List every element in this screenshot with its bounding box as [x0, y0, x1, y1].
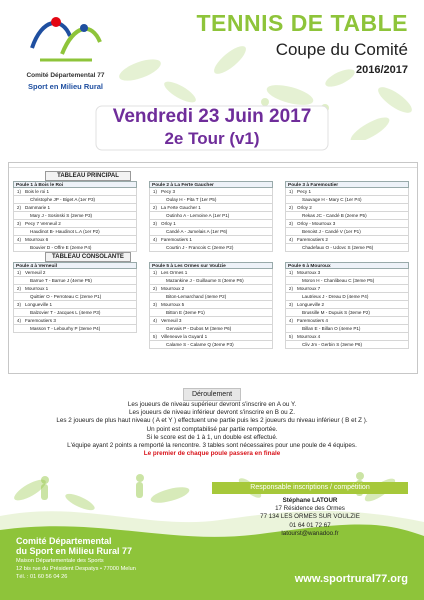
player-pair-row: [285, 228, 409, 236]
footer-org-line1: Comité Départemental: [16, 536, 112, 546]
row-text: Dammarie 1: [25, 205, 51, 210]
team-row: [285, 285, 409, 293]
row-text: Cliv Jm - Gerbin S (3eme P6): [302, 342, 362, 347]
team-row: [149, 333, 273, 341]
rule-line: Un point est comptabilisé par partie remportée.: [146, 425, 278, 433]
row-text: Les Ormes 1: [161, 270, 188, 275]
row-number: 5): [288, 334, 293, 339]
team-row: [149, 269, 273, 277]
row-text: Mazankine J - Guillaume S (3eme P6): [166, 278, 244, 283]
row-number: 4): [16, 237, 21, 242]
row-number: 2): [152, 286, 157, 291]
row-text: Pecy 1: [297, 189, 312, 194]
pool-column: [13, 181, 137, 252]
player-pair-row: [13, 212, 137, 220]
event-round: 2e Tour (v1): [164, 129, 260, 148]
row-number: 1): [16, 270, 21, 275]
row-text: Mourroux 2: [161, 286, 185, 291]
team-row: [13, 220, 137, 228]
tableau-principal-label: TABLEAU PRINCIPAL: [45, 171, 131, 181]
row-text: Benoist J - Candé V (1er P1): [302, 229, 361, 234]
rule-line: L'équipe ayant 2 points a remporté la rencontre. 3 tables sont nécessaires pour une poule de 4 équipes.: [67, 442, 357, 450]
player-pair-row: [149, 244, 273, 252]
pool-title: Poule 1 à Bois le Roi: [13, 181, 137, 188]
player-pair-row: [285, 341, 409, 349]
row-text: Barrue T - Barrue J (4eme P5): [30, 278, 92, 283]
row-text: Faremoutiers 2: [297, 237, 328, 242]
row-text: Pecy 7 Verneuil 2: [25, 221, 61, 226]
rule-line: Les joueurs de niveau supérieur devront s'inscrire en A ou Y.: [127, 401, 297, 408]
row-text: Balzovier T - Jacques L (4eme P3): [30, 310, 101, 315]
row-number: 3): [288, 221, 293, 226]
row-text: Chadefaux O - Udovc S (2eme P6): [302, 245, 374, 250]
footer-tel: Tél. : 01 60 56 04 26: [16, 574, 68, 580]
footer-website-link[interactable]: www.sportrural77.org: [294, 573, 408, 585]
player-pair-row: [149, 309, 273, 317]
pool-title: Poule 6 à Mouroux: [285, 262, 409, 269]
contact-email[interactable]: latourst@wanadoo.fr: [281, 529, 339, 537]
player-pair-row: [149, 325, 273, 333]
row-text: Faremoutiers 3: [25, 318, 56, 323]
page-subtitle: Coupe du Comité: [275, 40, 408, 59]
row-text: Verneuil 3: [161, 318, 182, 323]
pool-column: [285, 181, 409, 252]
player-pair-row: [149, 293, 273, 301]
team-row: [149, 317, 273, 325]
player-pair-row: [149, 228, 273, 236]
row-text: Bouvier D - Offre E (2eme P4): [30, 245, 92, 250]
row-number: 4): [152, 237, 157, 242]
row-number: 3): [152, 221, 157, 226]
season-label: 2016/2017: [356, 64, 408, 76]
pool-title: Poule 2 à La Ferte Gaucher: [149, 181, 273, 188]
row-text: Mary J - Sosinski S (2eme P3): [30, 213, 93, 218]
row-number: 2): [288, 286, 293, 291]
row-text: Sauvage H - Mary C (1er P4): [302, 197, 362, 202]
row-number: 2): [152, 205, 157, 210]
event-date: Vendredi 23 Juin 2017: [112, 106, 312, 127]
footer-house: Maison Départementale des Sports: [16, 558, 104, 564]
team-row: [285, 317, 409, 325]
page-title: TENNIS DE TABLE: [196, 10, 408, 36]
player-pair-row: [13, 325, 137, 333]
player-pair-row: [285, 309, 409, 317]
row-number: 1): [288, 189, 293, 194]
sheet-grid-header: [9, 164, 417, 168]
contact-address1: 17 Résidence des Ormes: [275, 505, 345, 513]
row-text: Oulay H - Pita T (1er P5): [166, 197, 217, 202]
row-text: Gervais P - Dubos M (3eme P6): [166, 326, 232, 331]
row-text: Mourroux 7: [297, 286, 321, 291]
rule-line: Si le score est de 1 à 1, un double est effectué.: [146, 433, 278, 441]
team-row: [149, 285, 273, 293]
logo-text-line2: Sport en Milieu Rural: [27, 82, 103, 91]
team-row: [149, 220, 273, 228]
team-row: [13, 285, 137, 293]
team-row: [13, 269, 137, 277]
pool-column: [149, 181, 273, 252]
row-number: 3): [152, 302, 157, 307]
finale-note: Le premier de chaque poule passera en finale: [143, 450, 281, 458]
row-number: 4): [152, 318, 157, 323]
row-text: Mourroux 4: [297, 334, 321, 339]
rule-line: Les 2 joueurs de plus haut niveau ( A et Y ) effectuent une partie puis les 2 joueurs du niveau inférieur ( B et Z ).: [56, 417, 368, 425]
contact-address2: 77 134 LES ORMES SUR VOULZIE: [260, 513, 360, 521]
team-row: [149, 236, 273, 244]
row-text: Moron H - Chanlibeau C (3eme P5): [302, 278, 375, 283]
player-pair-row: [149, 212, 273, 220]
player-pair-row: [285, 196, 409, 204]
rules-block: [20, 401, 404, 458]
deroulement-title: Déroulement: [183, 388, 241, 401]
team-row: [285, 236, 409, 244]
row-number: 4): [288, 318, 293, 323]
pool-title: Poule 3 à Faremoutier: [285, 181, 409, 188]
row-text: Billan E - Billan O (4eme P1): [302, 326, 361, 331]
player-pair-row: [13, 309, 137, 317]
pools-sheet: [8, 162, 418, 374]
deroulement-title-wrap: [0, 383, 424, 401]
row-number: 4): [16, 318, 21, 323]
row-text: Verneuil 2: [25, 270, 46, 275]
logo-block: [8, 8, 123, 113]
row-text: Haudinot B- Haudinot L.A (1er P2): [30, 229, 100, 234]
contact-block: [212, 497, 408, 538]
player-pair-row: [13, 244, 137, 252]
row-text: Brussille M - Dupuis S (3eme P2): [302, 310, 370, 315]
row-number: 4): [288, 237, 293, 242]
pool-column: [285, 262, 409, 349]
row-text: Mourroux 3: [297, 270, 321, 275]
row-text: Mourroux 6: [25, 237, 49, 242]
contact-phone: 01 64 01 72 67: [289, 521, 331, 529]
row-number: 3): [288, 302, 293, 307]
team-row: [285, 188, 409, 196]
row-text: Masson T - Lebourhy P (3eme P4): [30, 326, 101, 331]
row-number: 3): [16, 302, 21, 307]
row-number: 1): [288, 270, 293, 275]
player-pair-row: [149, 277, 273, 285]
logo-text-line1: Comité Départemental 77: [26, 72, 105, 79]
row-text: Courtin J - Francois C (2eme P2): [166, 245, 234, 250]
row-text: Lautrieux J - Dreau D (4eme P4): [302, 294, 369, 299]
logo-icon: [22, 8, 108, 68]
row-number: 2): [16, 205, 21, 210]
row-text: Bitton E (3eme P1): [166, 310, 205, 315]
row-number: 1): [152, 270, 157, 275]
team-row: [13, 317, 137, 325]
player-pair-row: [285, 244, 409, 252]
team-row: [149, 301, 273, 309]
team-row: [13, 301, 137, 309]
row-text: Biton-Lemarchand (4eme P2): [166, 294, 227, 299]
team-row: [13, 236, 137, 244]
row-text: Mourroux 5: [161, 302, 185, 307]
player-pair-row: [13, 277, 137, 285]
team-row: [285, 204, 409, 212]
team-row: [285, 269, 409, 277]
row-text: Quittier O - Perroteau C (2eme P1): [30, 294, 102, 299]
pool-column: [149, 262, 273, 349]
pool-column: [13, 262, 137, 333]
row-text: Villeneuve la Guyard 1: [161, 334, 208, 339]
row-number: 5): [152, 334, 157, 339]
row-number: 2): [288, 205, 293, 210]
tableau-consolante-label: TABLEAU CONSOLANTE: [45, 252, 131, 262]
player-pair-row: [285, 277, 409, 285]
row-text: Christophe JP - Biget A (1er P3): [30, 197, 96, 202]
player-pair-row: [285, 212, 409, 220]
team-row: [13, 204, 137, 212]
team-row: [285, 301, 409, 309]
footer-org-line2: du Sport en Milieu Rural 77: [16, 546, 133, 556]
row-number: 3): [16, 221, 21, 226]
row-text: Faremoutiers 1: [161, 237, 192, 242]
row-text: Mourroux 1: [25, 286, 49, 291]
team-row: [285, 333, 409, 341]
team-row: [149, 188, 273, 196]
row-number: 1): [16, 189, 21, 194]
row-text: Longueville 1: [25, 302, 53, 307]
team-row: [13, 188, 137, 196]
row-text: Outinho A - Lemoine A (1er P1): [166, 213, 230, 218]
player-pair-row: [13, 228, 137, 236]
date-banner: [92, 104, 332, 152]
row-text: Bois le roi 1: [25, 189, 50, 194]
row-text: Candé A - Jumelais A (1er P6): [166, 229, 228, 234]
player-pair-row: [285, 293, 409, 301]
contact-header: Responsable inscriptions / compétition: [212, 482, 408, 494]
player-pair-row: [13, 196, 137, 204]
row-text: Orloy 1: [161, 221, 176, 226]
player-pair-row: [285, 325, 409, 333]
team-row: [149, 204, 273, 212]
row-text: Faremoutiers 4: [297, 318, 328, 323]
row-text: Calame S - Calame Q (3eme P3): [166, 342, 234, 347]
player-pair-row: [149, 196, 273, 204]
row-number: 1): [152, 189, 157, 194]
footer-address: 12 bis rue du Président Despatys • 77000 Melun: [16, 566, 136, 572]
row-text: Rekas JC - Candé B (2eme P5): [302, 213, 367, 218]
contact-name: Stéphane LATOUR: [282, 497, 338, 504]
pool-title: Poule 5 à Les Ormes sur Voulzie: [149, 262, 273, 269]
pool-title: Poule 4 à Verneuil: [13, 262, 137, 269]
row-text: Orloy - Mourroux 3: [297, 221, 336, 226]
player-pair-row: [149, 341, 273, 349]
row-text: Pecy 3: [161, 189, 176, 194]
rule-line: Les joueurs de niveau inférieur devront s'inscrire en B ou Z.: [128, 409, 296, 417]
row-text: Longueville 2: [297, 302, 325, 307]
row-text: Orloy 2: [297, 205, 312, 210]
row-number: 2): [16, 286, 21, 291]
row-text: La Ferte Gaucher 1: [161, 205, 201, 210]
team-row: [285, 220, 409, 228]
player-pair-row: [13, 293, 137, 301]
